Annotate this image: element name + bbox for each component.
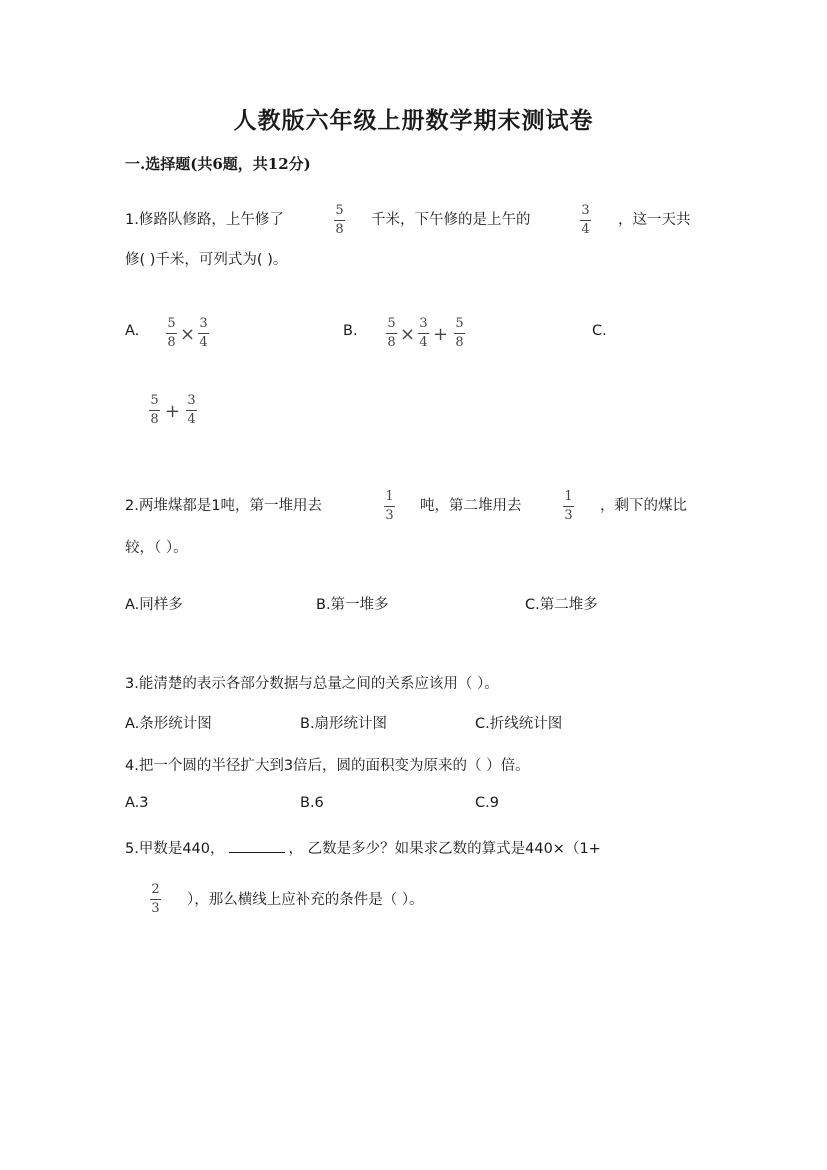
fraction: 5 8	[150, 393, 159, 427]
q4-option-c: C.9	[475, 795, 499, 811]
q4-option-b: B.6	[300, 795, 324, 811]
q3-option-b: B.扇形统计图	[300, 716, 388, 732]
q2-fraction-1: 1 3	[385, 489, 394, 523]
q1-option-a-label: A.	[125, 323, 140, 339]
q1-fraction-1: 5 8	[335, 203, 344, 237]
q2-text-c: ，剩下的煤比	[600, 498, 687, 514]
q2-fraction-2: 1 3	[564, 489, 573, 523]
page-title: 人教版六年级上册数学期末测试卷	[233, 107, 594, 134]
times-sign: ×	[180, 324, 196, 345]
q2-text-b: 吨，第二堆用去	[420, 498, 522, 514]
q2-option-c: C.第二堆多	[525, 597, 598, 613]
q5-text-end: ， 乙数是多少？如果求乙数的算式是440×（1+	[288, 841, 601, 857]
q2-text-line2: 较，（ ）。	[125, 540, 188, 556]
q1-option-b-label: B.	[343, 323, 358, 339]
q5-text-line2: ），那么横线上应补充的条件是（ ）。	[187, 892, 424, 908]
q4-option-a: A.3	[125, 795, 149, 811]
fraction: 5 8	[167, 316, 176, 350]
section-heading: 一.选择题(共6题，共12分)	[125, 155, 311, 173]
q2-option-a: A.同样多	[125, 597, 183, 613]
q1-text-b: 千米，下午修的是上午的	[371, 212, 531, 228]
fraction: 5 8	[455, 316, 464, 350]
plus-sign: +	[433, 324, 449, 345]
q1-text-a: 1.修路队修路，上午修了	[125, 212, 284, 228]
q5-fraction: 2 3	[151, 882, 160, 916]
fraction: 3 4	[199, 316, 208, 350]
q1-text-c: ，这一天共	[618, 212, 691, 228]
q1-option-c-label: C.	[592, 323, 607, 339]
q2-text-a: 2.两堆煤都是1吨，第一堆用去	[125, 498, 323, 514]
fraction: 5 8	[387, 316, 396, 350]
q1-fraction-2: 3 4	[581, 203, 590, 237]
times-sign: ×	[400, 324, 416, 345]
q2-option-b: B.第一堆多	[316, 597, 389, 613]
q3-text: 3.能清楚的表示各部分数据与总量之间的关系应该用（ ）。	[125, 676, 499, 692]
q1-text-line2: 修( )千米，可列式为( )。	[125, 252, 288, 268]
q5-text-start: 5.甲数是440，	[125, 841, 225, 857]
fraction: 3 4	[419, 316, 428, 350]
fraction: 3 4	[187, 393, 196, 427]
q3-option-a: A.条形统计图	[125, 716, 212, 732]
plus-sign: +	[165, 401, 181, 422]
answer-blank-line	[229, 838, 285, 853]
q5-text-a	[125, 837, 601, 858]
q4-text: 4.把一个圆的半径扩大到3倍后，圆的面积变为原来的（ ）倍。	[125, 758, 530, 774]
q3-option-c: C.折线统计图	[475, 716, 563, 732]
